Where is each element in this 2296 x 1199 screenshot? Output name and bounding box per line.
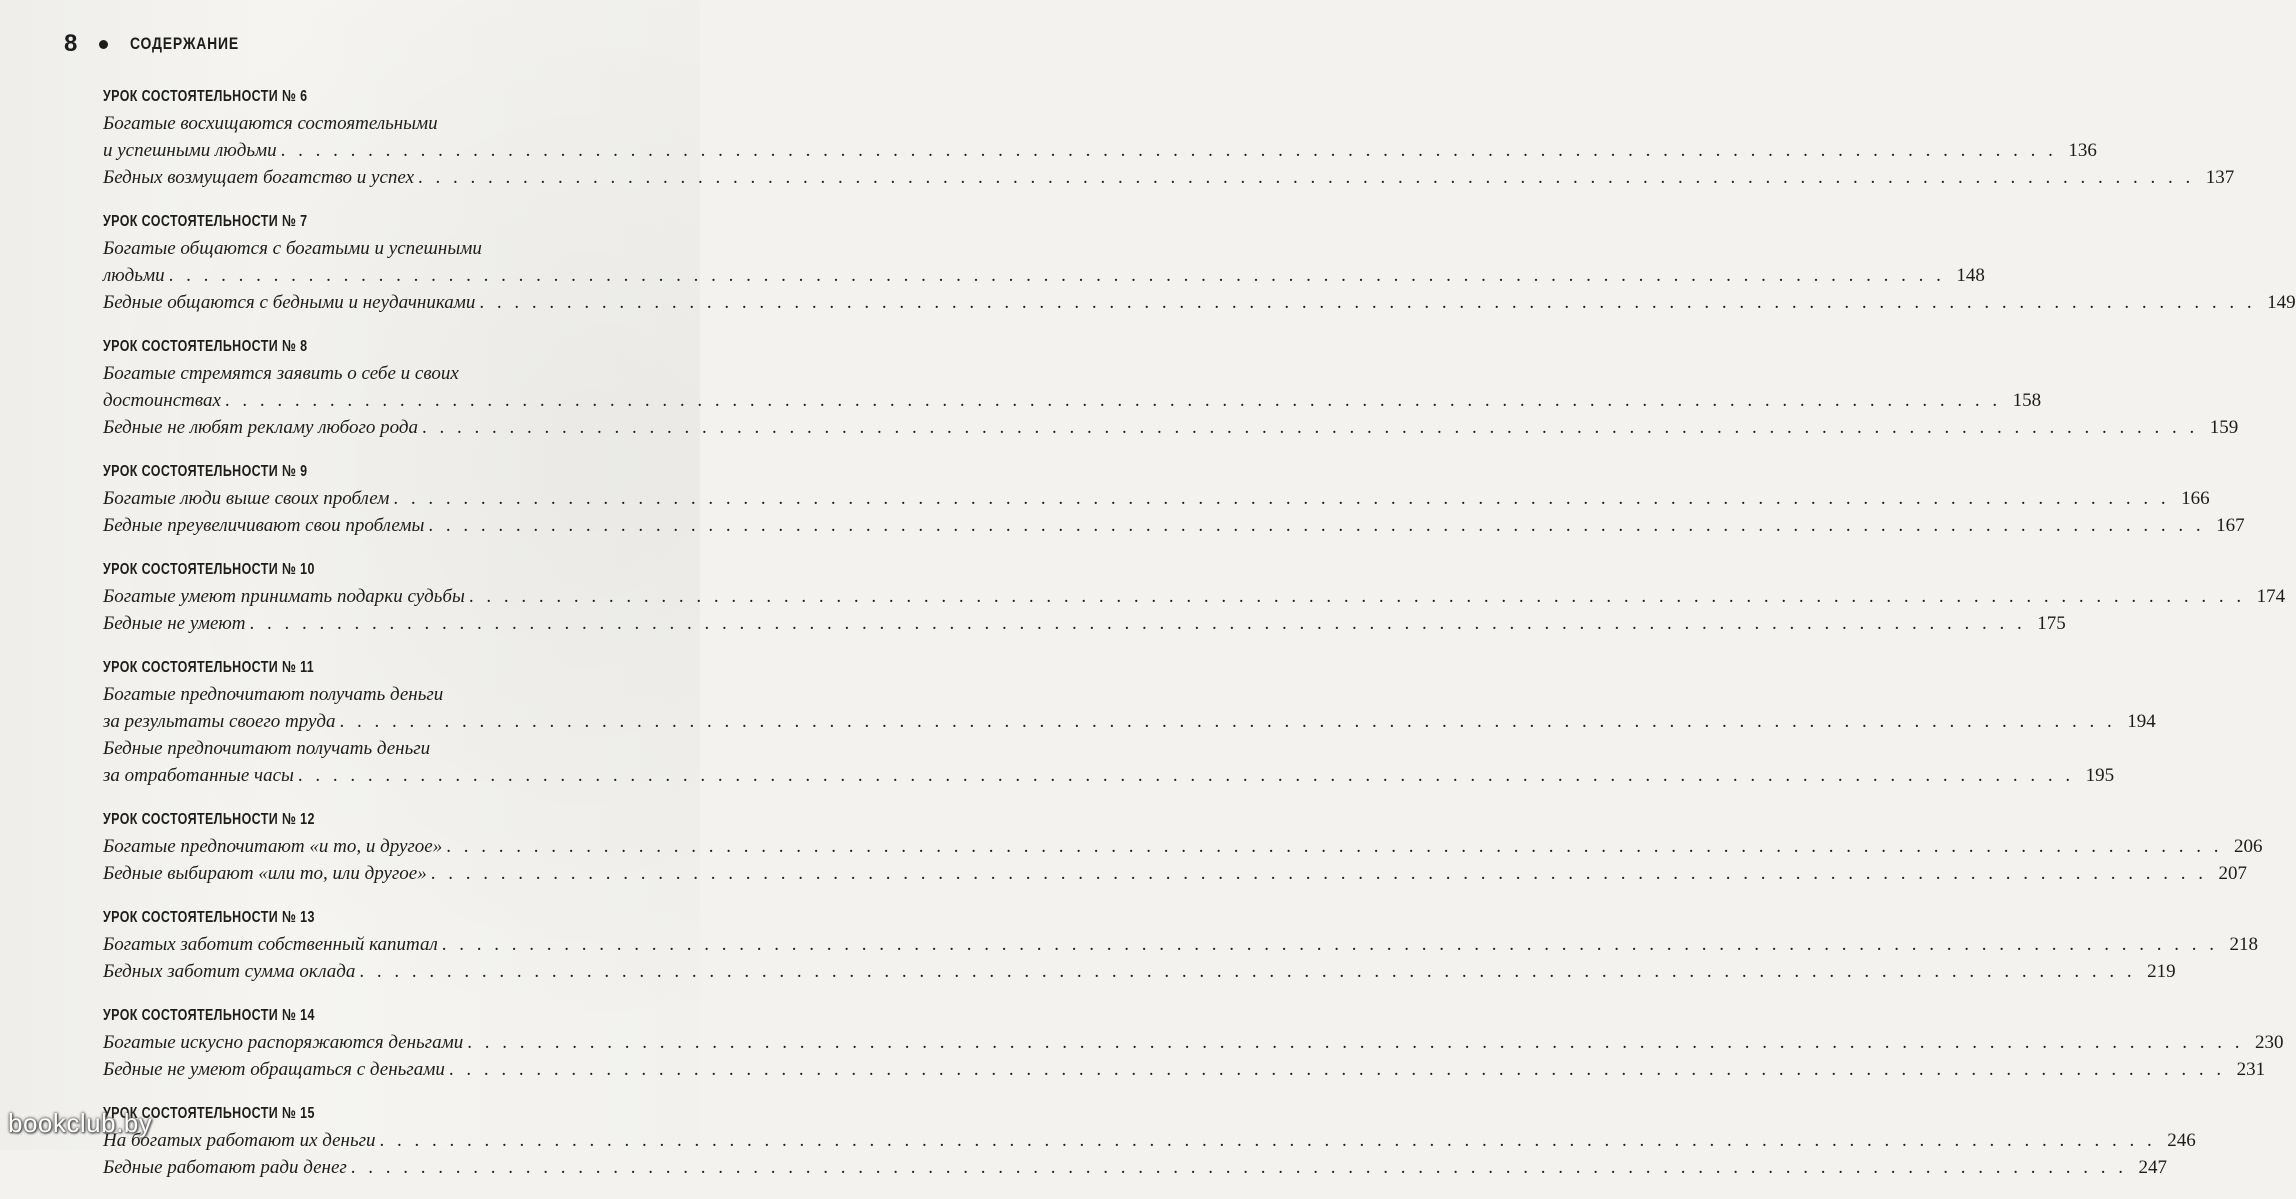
toc-section — [103, 84, 2235, 191]
toc-entry — [103, 110, 2097, 164]
entry-first-line: Богатые восхищаются состоятельными — [103, 113, 438, 134]
toc-section — [103, 209, 2296, 316]
entry-text: Бедные не умеют обращаться с деньгами — [103, 1059, 445, 1080]
page-ref: 158 — [2012, 390, 2042, 411]
toc-entry — [103, 860, 2247, 887]
page-ref: 167 — [2216, 515, 2245, 536]
toc-entry — [103, 931, 2259, 958]
entry-text: людьми — [103, 265, 165, 286]
entry-text: Богатые искусно распоряжаются деньгами — [103, 1032, 464, 1053]
toc-entry — [103, 414, 2239, 441]
entry-first-line: Богатые предпочитают получать деньги — [103, 684, 444, 705]
lesson-title: УРОК СОСТОЯТЕЛЬНОСТИ № 6 — [103, 88, 308, 105]
page-ref: 219 — [2147, 961, 2176, 982]
toc-entry — [103, 1154, 2168, 1181]
entry-text: Бедные не любят рекламу любого рода — [103, 417, 418, 438]
page-ref: 137 — [2205, 167, 2235, 188]
dot-leader — [431, 860, 2207, 887]
toc-section — [103, 557, 2286, 637]
lesson-title: УРОК СОСТОЯТЕЛЬНОСТИ № 10 — [103, 561, 315, 578]
toc-entry — [103, 235, 1985, 289]
toc-section — [103, 1003, 2284, 1083]
entry-text: Бедных заботит сумма оклада — [103, 961, 356, 982]
dot-leader — [298, 762, 2074, 789]
toc-entry — [103, 1056, 2266, 1083]
lesson-title: УРОК СОСТОЯТЕЛЬНОСТИ № 15 — [103, 1105, 315, 1122]
toc-entry — [103, 1029, 2284, 1056]
page-ref: 159 — [2209, 417, 2239, 438]
entry-text: Богатые умеют принимать подарки судьбы — [103, 586, 465, 607]
entry-text: Бедные преувеличивают свои проблемы — [103, 515, 425, 536]
running-head — [64, 30, 263, 58]
entry-text: Бедные не умеют — [103, 613, 246, 634]
entry-text: и успешными людьми — [103, 140, 277, 161]
toc-entry — [103, 610, 2066, 637]
page-ref: 207 — [2218, 863, 2247, 884]
dot-leader — [169, 262, 1945, 289]
entry-first-line: Бедные предпочитают получать деньги — [103, 738, 431, 759]
entry-text: Бедные общаются с бедными и неудачниками — [103, 292, 476, 313]
dot-leader — [418, 164, 2194, 191]
toc-entry — [103, 681, 2156, 735]
toc-section — [103, 1101, 2196, 1181]
dot-leader — [428, 512, 2204, 539]
lesson-title: УРОК СОСТОЯТЕЛЬНОСТИ № 13 — [103, 909, 315, 926]
table-of-contents — [103, 84, 2296, 1199]
toc-section — [103, 807, 2263, 887]
dot-leader — [446, 833, 2222, 860]
page-ref: 195 — [2085, 765, 2115, 786]
toc-section — [103, 459, 2245, 539]
toc-section — [103, 655, 2156, 789]
lesson-title: УРОК СОСТОЯТЕЛЬНОСТИ № 11 — [103, 659, 315, 676]
page-ref: 231 — [2236, 1059, 2266, 1080]
dot-leader — [380, 1127, 2156, 1154]
entry-first-line: Богатые общаются с богатыми и успешными — [103, 238, 482, 259]
dot-leader — [351, 1154, 2127, 1181]
entry-text: Бедных возмущает богатство и успех — [103, 167, 415, 188]
toc-entry — [103, 485, 2210, 512]
entry-text: Богатые предпочитают «и то, и другое» — [103, 836, 443, 857]
dot-leader — [479, 289, 2255, 316]
dot-leader — [250, 610, 2026, 637]
lesson-title: УРОК СОСТОЯТЕЛЬНОСТИ № 9 — [103, 463, 308, 480]
lesson-title: УРОК СОСТОЯТЕЛЬНОСТИ № 7 — [103, 213, 308, 230]
toc-entry — [103, 512, 2245, 539]
toc-entry — [103, 958, 2176, 985]
lesson-title: УРОК СОСТОЯТЕЛЬНОСТИ № 8 — [103, 338, 308, 355]
toc-entry — [103, 1127, 2196, 1154]
dot-leader — [225, 387, 2001, 414]
page-ref: 174 — [2256, 586, 2286, 607]
lesson-title: УРОК СОСТОЯТЕЛЬНОСТИ № 14 — [103, 1007, 315, 1024]
entry-text: Богатых заботит собственный капитал — [103, 934, 438, 955]
dot-leader — [442, 931, 2218, 958]
entry-text: Бедные выбирают «или то, или другое» — [103, 863, 427, 884]
lesson-title: УРОК СОСТОЯТЕЛЬНОСТИ № 12 — [103, 811, 315, 828]
page-ref: 194 — [2127, 711, 2156, 732]
running-title: СОДЕРЖАНИЕ — [130, 34, 240, 53]
entry-text: за результаты своего труда — [103, 711, 336, 732]
page-ref: 136 — [2068, 140, 2097, 161]
toc-entry — [103, 735, 2115, 789]
entry-text: Бедные работают ради денег — [103, 1157, 347, 1178]
page-number: 8 — [64, 30, 78, 57]
toc-entry — [103, 583, 2286, 610]
dot-leader — [281, 137, 2057, 164]
toc-entry — [103, 360, 2042, 414]
toc-entry — [103, 833, 2263, 860]
page-ref: 175 — [2037, 613, 2066, 634]
page-ref: 166 — [2181, 488, 2210, 509]
page-ref: 246 — [2167, 1130, 2196, 1151]
dot-leader — [422, 414, 2198, 441]
dot-leader — [340, 708, 2116, 735]
bullet-icon — [99, 40, 108, 49]
page-ref: 247 — [2138, 1157, 2168, 1178]
page-ref: 206 — [2233, 836, 2263, 857]
toc-section — [103, 905, 2259, 985]
toc-entry — [103, 164, 2235, 191]
entry-text: Богатые люди выше своих проблем — [103, 488, 390, 509]
page-ref: 148 — [1956, 265, 1985, 286]
page-ref: 149 — [2267, 292, 2296, 313]
entry-first-line: Богатые стремятся заявить о себе и своих — [103, 363, 459, 384]
page-ref: 230 — [2254, 1032, 2284, 1053]
dot-leader — [393, 485, 2169, 512]
entry-text: достоинствах — [103, 390, 221, 411]
toc-section — [103, 334, 2239, 441]
dot-leader — [469, 583, 2245, 610]
page-ref: 218 — [2229, 934, 2259, 955]
toc-entry — [103, 289, 2296, 316]
entry-text: На богатых работают их деньги — [103, 1130, 376, 1151]
dot-leader — [467, 1029, 2243, 1056]
entry-text: за отработанные часы — [103, 765, 294, 786]
dot-leader — [359, 958, 2135, 985]
dot-leader — [449, 1056, 2225, 1083]
watermark: bookclub.by — [8, 1108, 153, 1138]
